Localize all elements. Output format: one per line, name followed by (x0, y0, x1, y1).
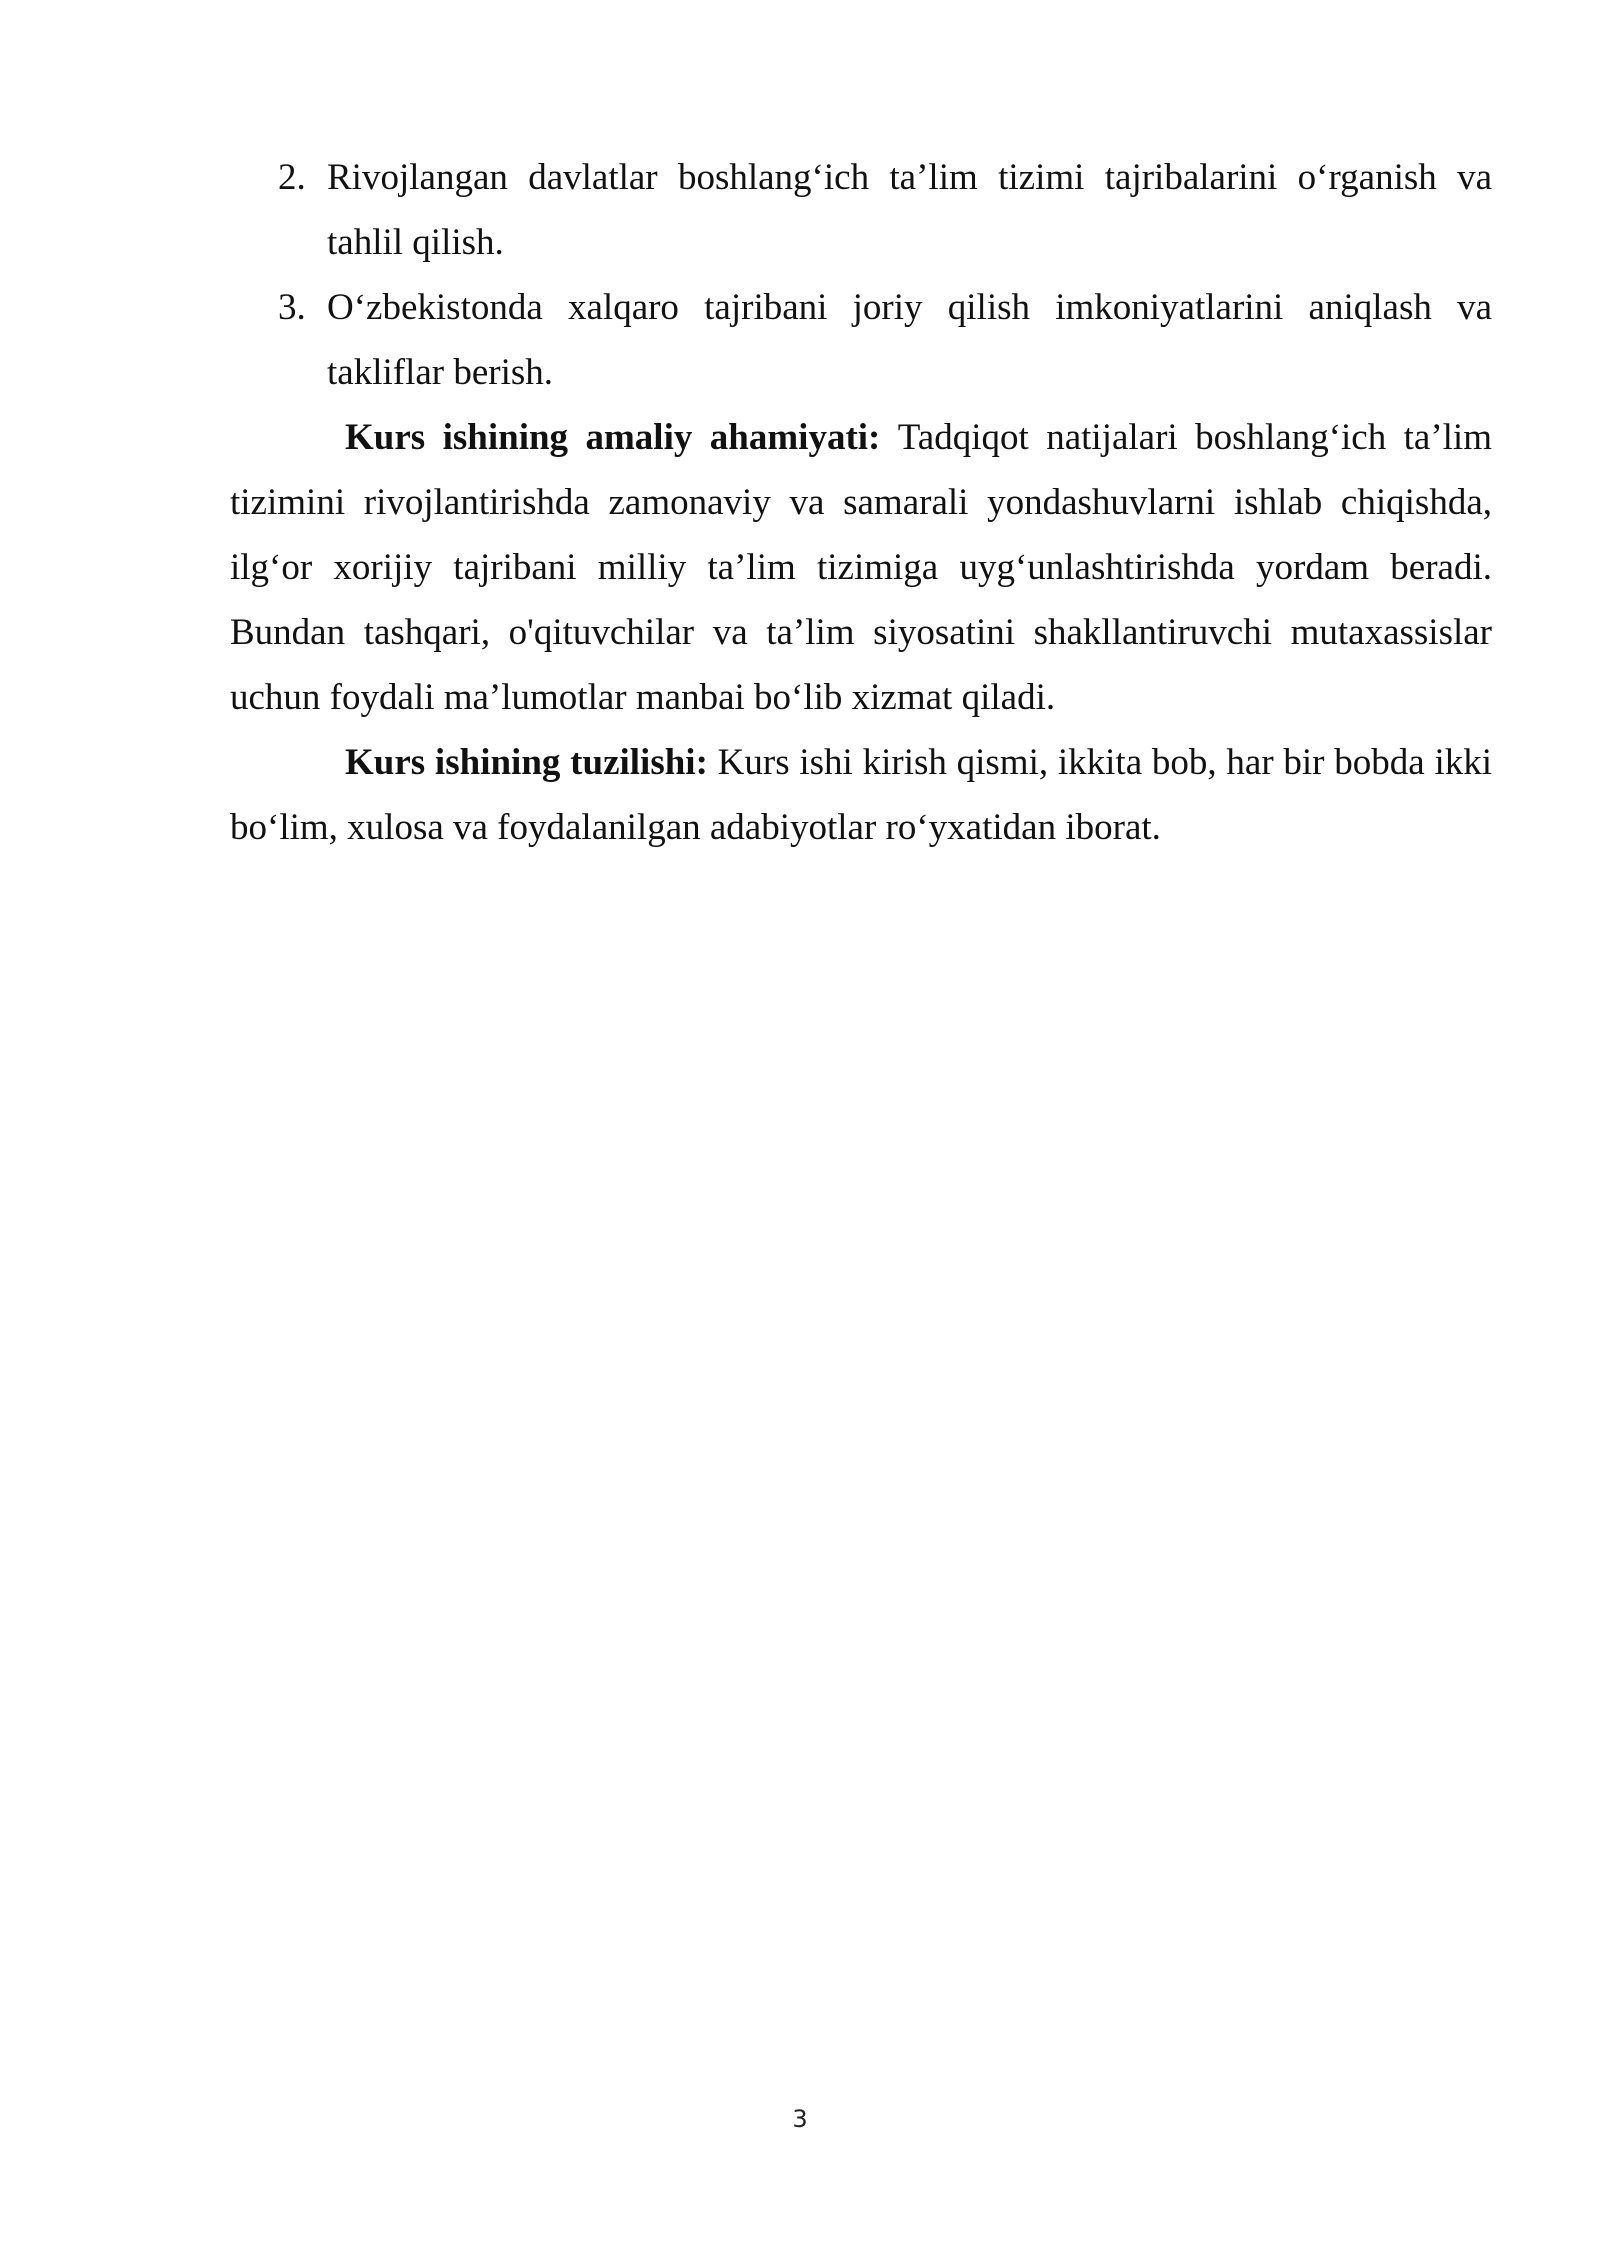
structure-paragraph (230, 730, 1492, 860)
page-number: 3 (792, 2105, 808, 2133)
objectives-list (230, 145, 1492, 405)
practical-significance-text: Tadqiqot natijalari boshlang‘ich ta’lim tizimini rivojlantirishda zamonaviy va samarali yondashuvlarni ishlab chiqishda, ilg‘or xorijiy tajribani milliy ta’lim tizimiga uyg‘unlashtirishda yordam beradi. Bundan tashqari, o'qituvchilar va ta’lim siyosatini shakllantiruvchi mutaxassislar uchun foydali ma’lumotlar manbai bo‘lib xizmat qiladi. (230, 417, 1492, 718)
list-item (230, 275, 1492, 405)
list-item-text: Rivojlangan davlatlar boshlang‘ich ta’lim tizimi tajribalarini o‘rganish va tahlil qilish. (327, 157, 1492, 263)
list-item (230, 145, 1492, 275)
practical-significance-paragraph (230, 405, 1492, 730)
page-content (230, 145, 1492, 860)
structure-heading: Kurs ishining tuzilishi: (345, 742, 718, 783)
list-item-number: 3. (278, 287, 306, 328)
structure-text: Kurs ishi kirish qismi, ikkita bob, har bir bobda ikki bo‘lim, xulosa va foydalanilgan adabiyotlar ro‘yxatidan iborat. (230, 742, 1492, 848)
list-item-number: 2. (278, 157, 306, 198)
practical-significance-heading: Kurs ishining amaliy ahamiyati: (345, 417, 898, 458)
list-item-text: O‘zbekistonda xalqaro tajribani joriy qilish imkoniyatlarini aniqlash va takliflar berish. (327, 287, 1492, 393)
